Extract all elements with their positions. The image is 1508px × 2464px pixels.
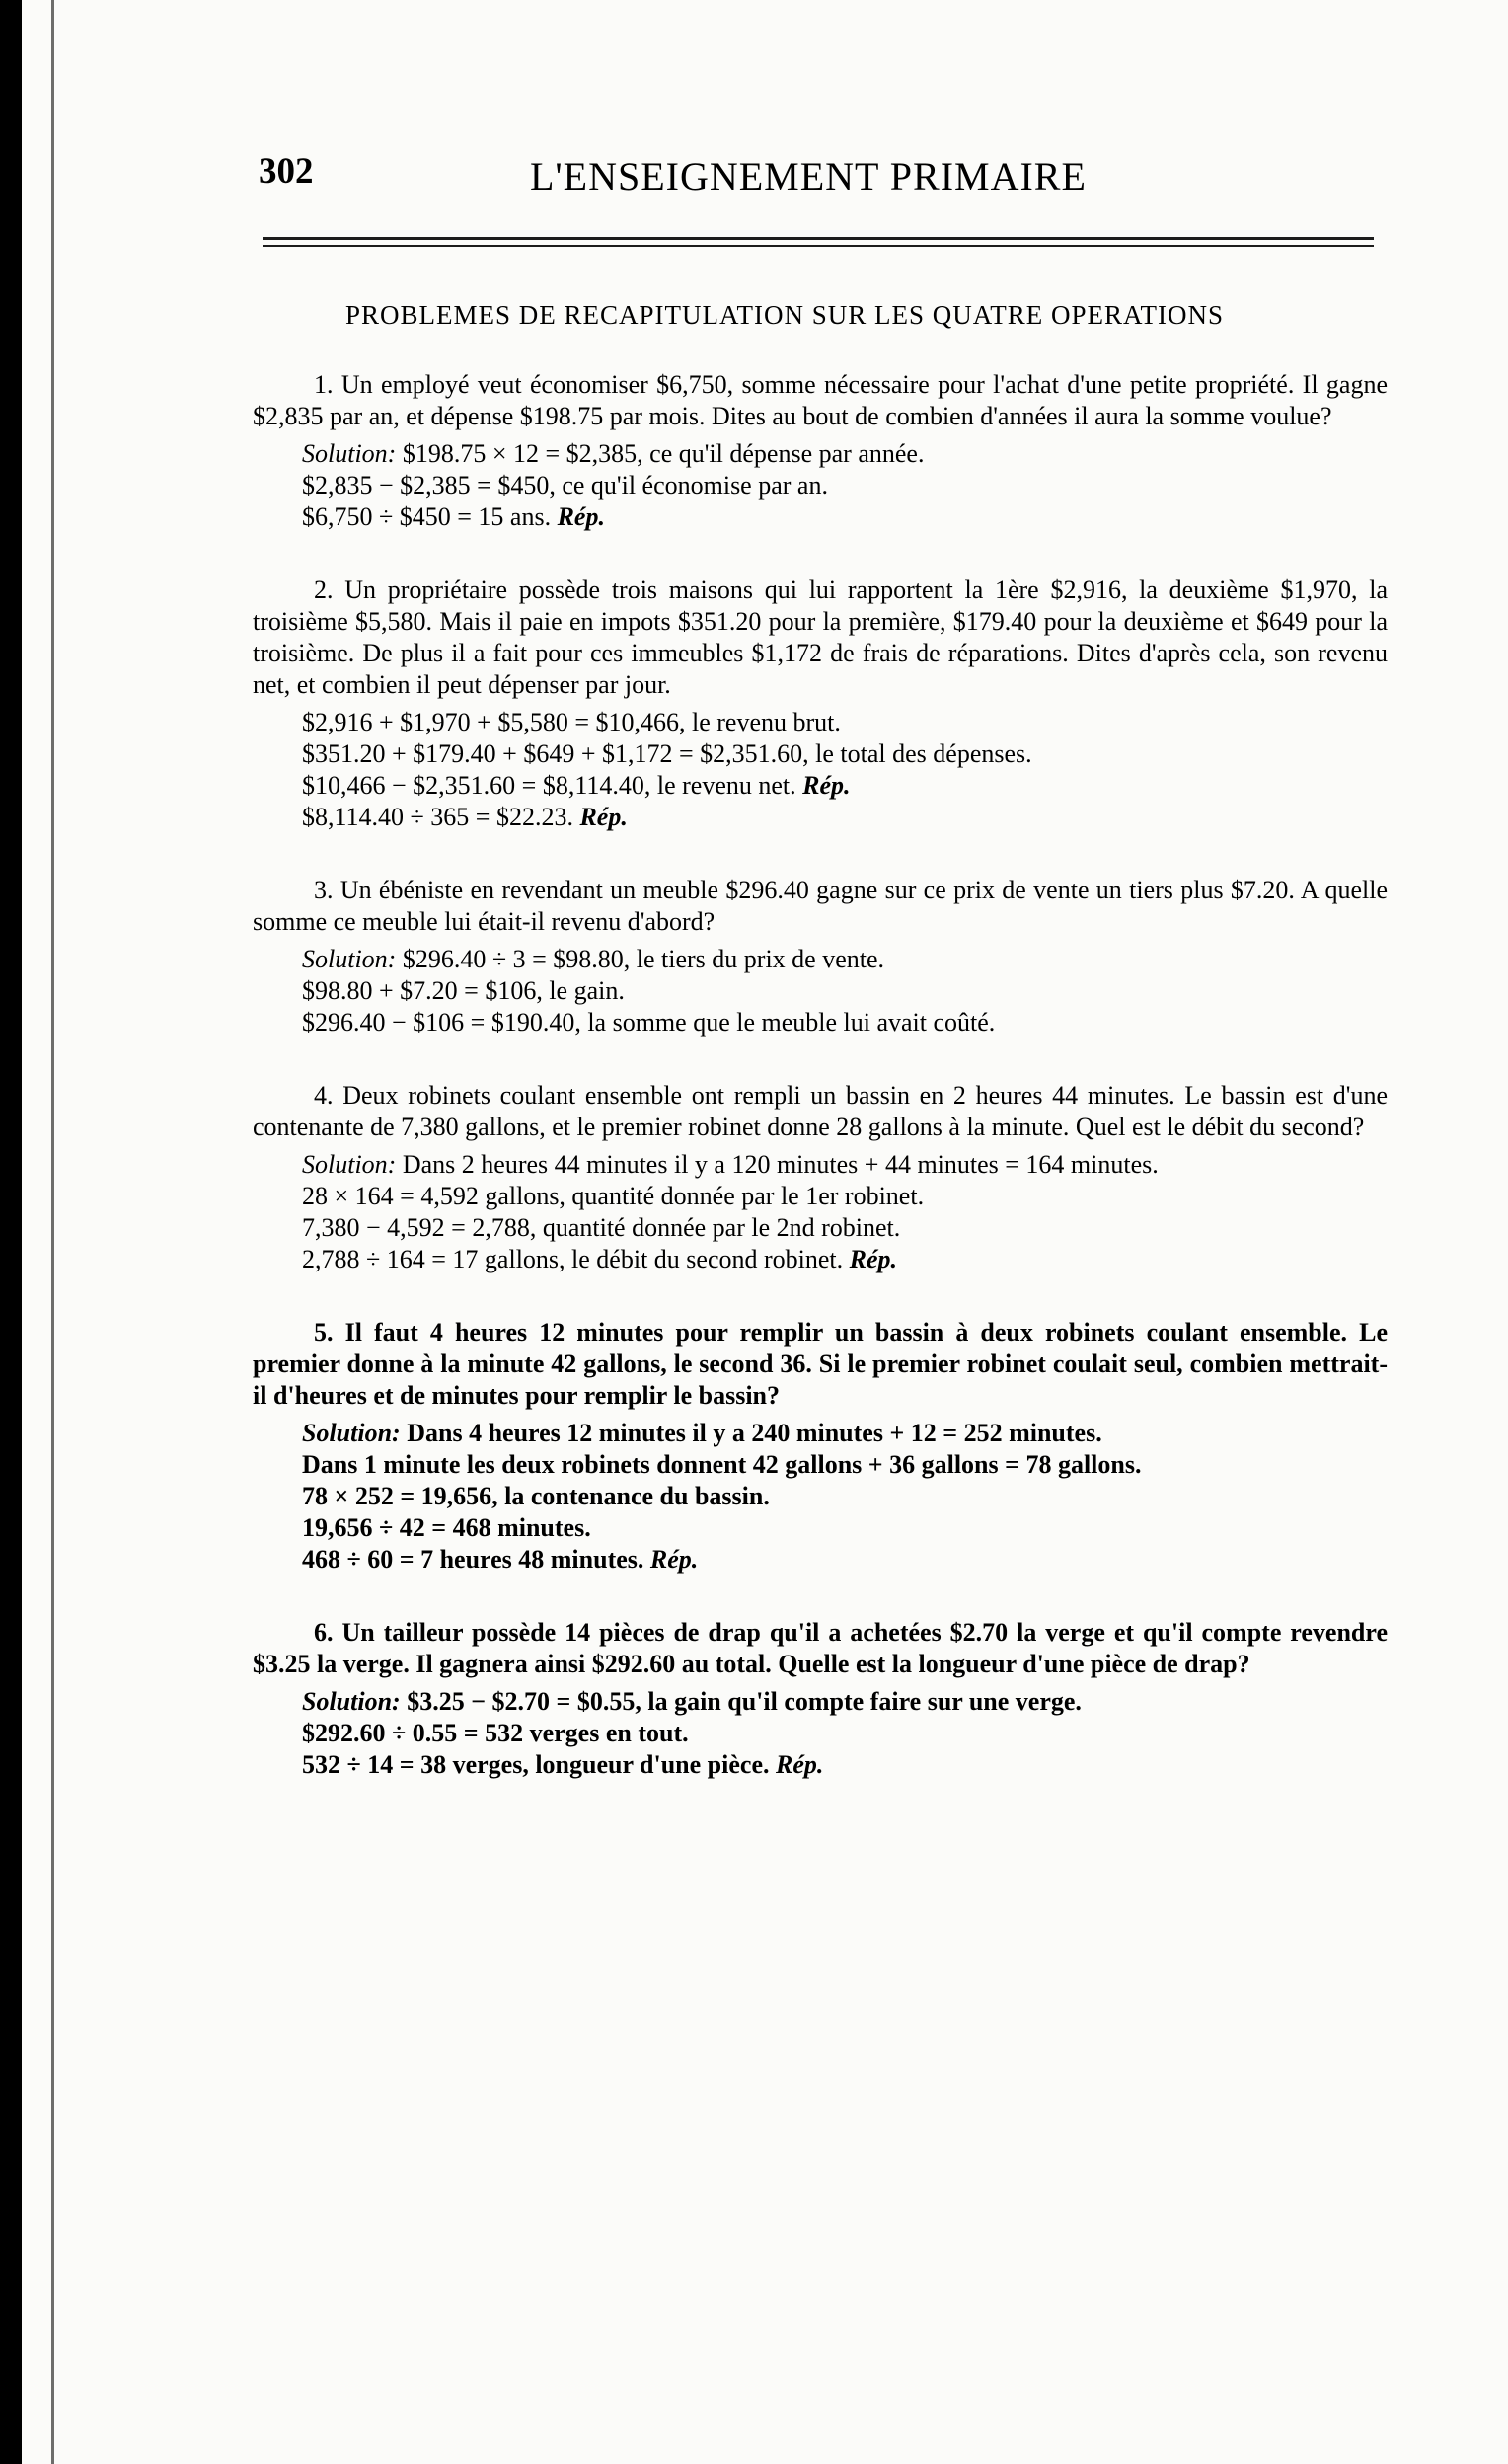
solution-label: Solution: — [302, 1419, 401, 1447]
solution-block — [253, 1418, 1388, 1576]
solution-line — [253, 1244, 1388, 1275]
solution-text: 78 × 252 = 19,656, la contenance du bassin. — [302, 1482, 770, 1510]
running-header — [259, 150, 1145, 209]
solution-line — [253, 1544, 1388, 1576]
solution-label: Solution: — [302, 439, 397, 468]
solution-label: Solution: — [302, 1150, 397, 1179]
solution-line — [253, 1418, 1388, 1449]
solution-line — [253, 1512, 1388, 1544]
solution-text: $296.40 − $106 = $190.40, la somme que le meuble lui avait coûté. — [302, 1008, 996, 1037]
section-heading: PROBLEMES DE RECAPITULATION SUR LES QUATRE OPERATIONS — [345, 300, 1225, 330]
solution-text: Dans 1 minute les deux robinets donnent 42 gallons + 36 gallons = 78 gallons. — [302, 1450, 1142, 1479]
solution-text: 532 ÷ 14 = 38 verges, longueur d'une pièce. — [302, 1750, 770, 1779]
solution-text: $351.20 + $179.40 + $649 + $1,172 = $2,351.60, le total des dépenses. — [302, 739, 1032, 768]
problem-statement: 4. Deux robinets coulant ensemble ont rempli un bassin en 2 heures 44 minutes. Le bassin est d'une contenante de 7,380 gallons, et le premier robinet donne 28 gallons à la minute. Quel est le débit du second? — [253, 1081, 1388, 1141]
solution-line — [253, 1449, 1388, 1481]
problem-statement: 6. Un tailleur possède 14 pièces de drap qu'il a achetées $2.70 la verge et qu'il compte revendre $3.25 la verge. Il gagnera ainsi $292.60 au total. Quelle est la longueur d'une pièce de drap? — [253, 1618, 1388, 1678]
solution-line — [253, 975, 1388, 1007]
solution-block — [253, 707, 1388, 833]
problem-2 — [253, 575, 1388, 833]
solution-text: $6,750 ÷ $450 = 15 ans. — [302, 502, 552, 531]
problem-3 — [253, 875, 1388, 1039]
solution-line — [253, 438, 1388, 470]
solution-text: $2,835 − $2,385 = $450, ce qu'il économise par an. — [302, 471, 828, 500]
solution-block — [253, 1149, 1388, 1275]
solution-block — [253, 944, 1388, 1039]
solution-text: Dans 4 heures 12 minutes il y a 240 minutes + 12 = 252 minutes. — [407, 1419, 1102, 1447]
solution-text: $292.60 ÷ 0.55 = 532 verges en tout. — [302, 1719, 689, 1747]
solution-label: Solution: — [302, 1687, 401, 1716]
solution-text: $296.40 ÷ 3 = $98.80, le tiers du prix de vente. — [402, 945, 885, 973]
solution-line — [253, 770, 1388, 802]
problem-6 — [253, 1617, 1388, 1781]
solution-line — [253, 1686, 1388, 1718]
answer-label: Rép. — [849, 1245, 898, 1273]
header-rule-top — [263, 237, 1374, 240]
problem-5 — [253, 1317, 1388, 1576]
solution-text: $2,916 + $1,970 + $5,580 = $10,466, le revenu brut. — [302, 708, 841, 736]
answer-label: Rép. — [579, 803, 628, 831]
solution-text: $10,466 − $2,351.60 = $8,114.40, le revenu net. — [302, 771, 796, 800]
header-rule-bottom — [263, 245, 1374, 247]
problems-list — [253, 369, 1388, 1822]
solution-text: 468 ÷ 60 = 7 heures 48 minutes. — [302, 1545, 644, 1574]
solution-line — [253, 1149, 1388, 1181]
answer-label: Rép. — [557, 502, 605, 531]
solution-text: 28 × 164 = 4,592 gallons, quantité donnée par le 1er robinet. — [302, 1182, 925, 1210]
problem-4 — [253, 1080, 1388, 1275]
solution-line — [253, 470, 1388, 501]
solution-block — [253, 1686, 1388, 1781]
solution-text: 19,656 ÷ 42 = 468 minutes. — [302, 1513, 591, 1542]
answer-label: Rép. — [802, 771, 851, 800]
running-title: L'ENSEIGNEMENT PRIMAIRE — [530, 154, 1087, 198]
solution-line — [253, 1718, 1388, 1749]
solution-text: 2,788 ÷ 164 = 17 gallons, le débit du second robinet. — [302, 1245, 844, 1273]
problem-statement: 5. Il faut 4 heures 12 minutes pour remplir un bassin à deux robinets coulant ensemble. Le premier donne à la minute 42 gallons, le second 36. Si le premier robinet coulait seul, combien mettrait-il d'heures et de minutes pour remplir le bassin? — [253, 1318, 1388, 1410]
page-number: 302 — [259, 151, 314, 192]
solution-text: $98.80 + $7.20 = $106, le gain. — [302, 976, 625, 1005]
solution-text: 7,380 − 4,592 = 2,788, quantité donnée par le 2nd robinet. — [302, 1213, 901, 1242]
problem-statement: 3. Un ébéniste en revendant un meuble $296.40 gagne sur ce prix de vente un tiers plus $7.20. A quelle somme ce meuble lui était-il revenu d'abord? — [253, 876, 1388, 936]
problem-statement: 1. Un employé veut économiser $6,750, somme nécessaire pour l'achat d'une petite propriété. Il gagne $2,835 par an, et dépense $198.75 par mois. Dites au bout de combien d'années il aura la somme voulue? — [253, 370, 1388, 430]
solution-line — [253, 1481, 1388, 1512]
solution-text: $8,114.40 ÷ 365 = $22.23. — [302, 803, 573, 831]
solution-line — [253, 738, 1388, 770]
solution-text: Dans 2 heures 44 minutes il y a 120 minutes + 44 minutes = 164 minutes. — [402, 1150, 1159, 1179]
solution-line — [253, 1212, 1388, 1244]
solution-block — [253, 438, 1388, 533]
answer-label: Rép. — [775, 1750, 824, 1779]
solution-label: Solution: — [302, 945, 397, 973]
solution-line — [253, 501, 1388, 533]
problem-statement: 2. Un propriétaire possède trois maisons qui lui rapportent la 1ère $2,916, la deuxième $1,970, la troisième $5,580. Mais il paie en impots $351.20 pour la première, $179.40 pour la deuxième et $649 pour la troisième. De plus il a fait pour ces immeubles $1,172 de frais de réparations. Dites d'après cela, son revenu net, et combien il peut dépenser par jour. — [253, 576, 1388, 699]
solution-line — [253, 1181, 1388, 1212]
answer-label: Rép. — [649, 1545, 699, 1574]
solution-line — [253, 1007, 1388, 1039]
solution-line — [253, 944, 1388, 975]
solution-line — [253, 707, 1388, 738]
solution-text: $198.75 × 12 = $2,385, ce qu'il dépense par année. — [402, 439, 925, 468]
problem-1 — [253, 369, 1388, 533]
solution-line — [253, 802, 1388, 833]
solution-text: $3.25 − $2.70 = $0.55, la gain qu'il compte faire sur une verge. — [407, 1687, 1082, 1716]
solution-line — [253, 1749, 1388, 1781]
binding-edge-line — [51, 0, 54, 2464]
